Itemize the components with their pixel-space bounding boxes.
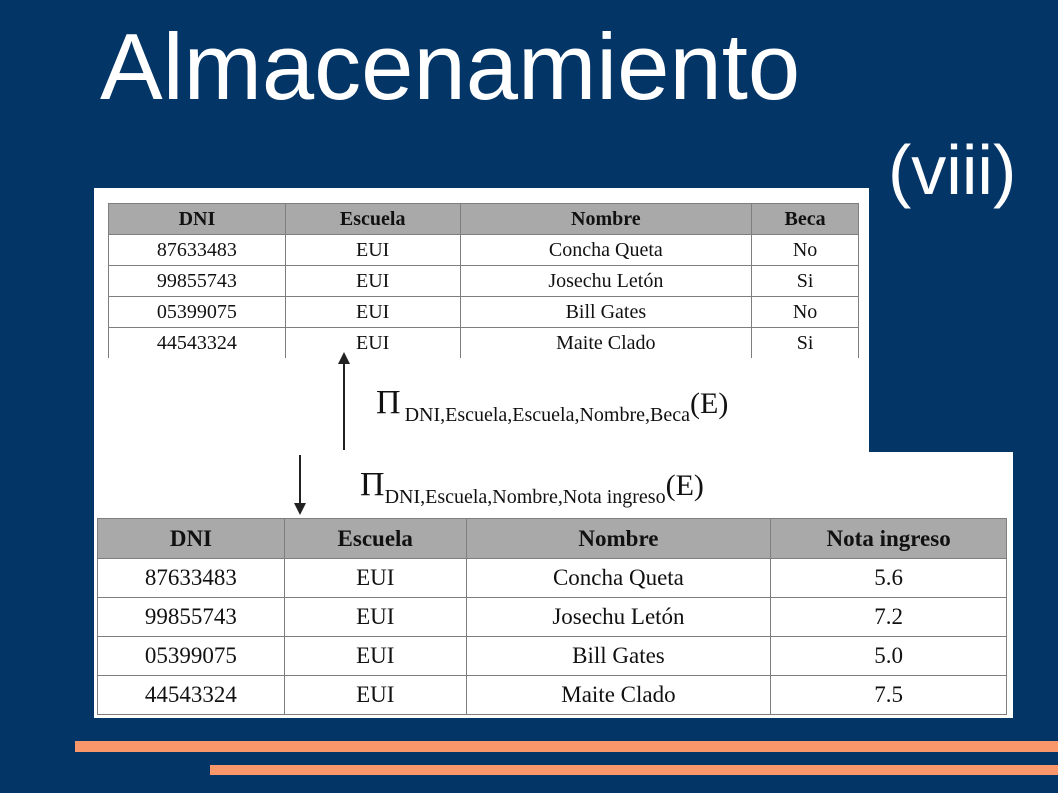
- column-header-nombre: Nombre: [466, 519, 771, 559]
- column-header-beca: Beca: [752, 204, 859, 235]
- table-row: [109, 235, 859, 266]
- decorative-stripe-lower: [210, 765, 1058, 775]
- slide-title: Almacenamiento: [100, 14, 801, 119]
- table-row: [109, 266, 859, 297]
- projection-argument: (E): [665, 469, 704, 502]
- cell-nota-ingreso: 5.6: [771, 559, 1007, 598]
- cell-dni: 99855743: [98, 598, 285, 637]
- cell-dni: 87633483: [98, 559, 285, 598]
- cell-nombre: Concha Queta: [460, 235, 752, 266]
- cell-escuela: EUI: [284, 676, 466, 715]
- table-row: [98, 598, 1007, 637]
- cell-dni: 44543324: [109, 328, 286, 359]
- projection-expression-bottom: [360, 466, 704, 509]
- cell-nombre: Concha Queta: [466, 559, 771, 598]
- bottom-relation-table: [97, 518, 1007, 715]
- column-header-nombre: Nombre: [460, 204, 752, 235]
- cell-beca: No: [752, 297, 859, 328]
- cell-escuela: EUI: [284, 559, 466, 598]
- column-header-dni: DNI: [98, 519, 285, 559]
- table-row: [98, 676, 1007, 715]
- cell-escuela: EUI: [284, 598, 466, 637]
- projection-symbol: Π: [376, 384, 401, 421]
- cell-dni: 87633483: [109, 235, 286, 266]
- up-arrow-icon: [336, 352, 352, 452]
- cell-nota-ingreso: 5.0: [771, 637, 1007, 676]
- cell-nombre: Josechu Letón: [466, 598, 771, 637]
- table-row: [109, 328, 859, 359]
- table-row: [98, 559, 1007, 598]
- cell-dni: 99855743: [109, 266, 286, 297]
- cell-nota-ingreso: 7.2: [771, 598, 1007, 637]
- projection-attributes: DNI,Escuela,Nombre,Nota ingreso: [384, 486, 666, 508]
- table-header-row: [109, 204, 859, 235]
- slide-subtitle: (viii): [888, 131, 1017, 209]
- top-relation-table: [108, 203, 859, 358]
- table-row: [109, 297, 859, 328]
- cell-beca: No: [752, 235, 859, 266]
- cell-nombre: Maite Clado: [466, 676, 771, 715]
- cell-nombre: Josechu Letón: [460, 266, 752, 297]
- cell-dni: 05399075: [109, 297, 286, 328]
- column-header-dni: DNI: [109, 204, 286, 235]
- cell-beca: Si: [752, 266, 859, 297]
- cell-dni: 44543324: [98, 676, 285, 715]
- cell-escuela: EUI: [284, 637, 466, 676]
- decorative-stripe-upper: [75, 741, 1058, 752]
- column-header-escuela: Escuela: [284, 519, 466, 559]
- cell-dni: 05399075: [98, 637, 285, 676]
- projection-symbol: Π: [360, 466, 385, 503]
- cell-nombre: Bill Gates: [460, 297, 752, 328]
- down-arrow-icon: [292, 455, 308, 517]
- projection-expression-top: [376, 384, 728, 427]
- column-header-escuela: Escuela: [285, 204, 460, 235]
- table-row: [98, 637, 1007, 676]
- projection-attributes: DNI,Escuela,Escuela,Nombre,Beca: [404, 404, 690, 426]
- cell-nombre: Bill Gates: [466, 637, 771, 676]
- cell-nota-ingreso: 7.5: [771, 676, 1007, 715]
- cell-beca: Si: [752, 328, 859, 359]
- cell-escuela: EUI: [285, 235, 460, 266]
- cell-escuela: EUI: [285, 328, 460, 359]
- column-header-nota-ingreso: Nota ingreso: [771, 519, 1007, 559]
- cell-escuela: EUI: [285, 266, 460, 297]
- projection-argument: (E): [690, 387, 729, 420]
- table-header-row: [98, 519, 1007, 559]
- cell-escuela: EUI: [285, 297, 460, 328]
- cell-nombre: Maite Clado: [460, 328, 752, 359]
